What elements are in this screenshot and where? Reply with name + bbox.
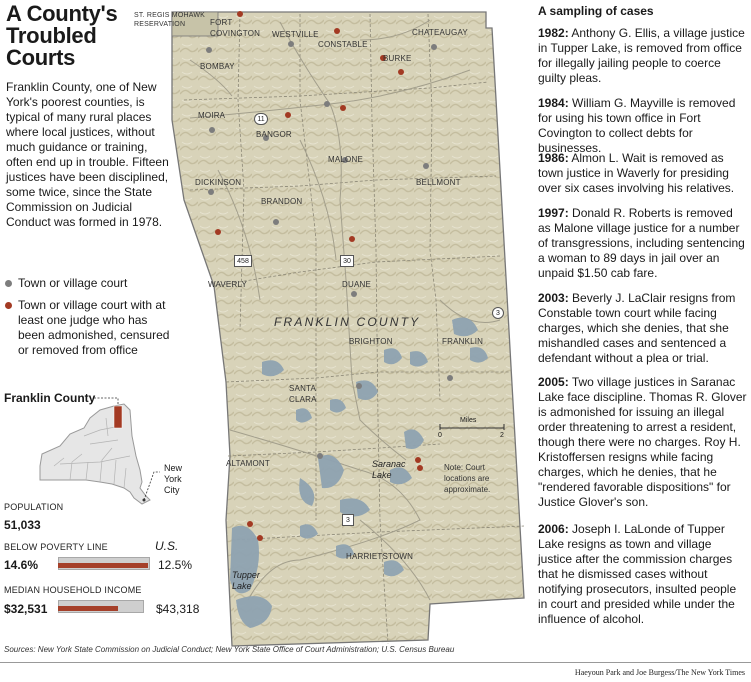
case-text: Two village justices in Saranac Lake face discipline. Thomas R. Glover is admonished for issuing an illegal order threatening to arrest a resident, though there were no charges. Roy H. Kristoffersen resigns while facing charges, which he denies, that he "rendered favorable dispositions" for Justice Glover's son. [538,375,747,509]
case-year: 1986: [538,151,569,165]
county-name-label: FRANKLIN COUNTY [274,315,421,329]
scale-label: Miles [460,417,477,424]
court-marker [208,189,214,195]
court-marker [324,101,330,107]
place-constable: CONSTABLE [318,40,368,49]
court-marker [273,219,279,225]
route-3-shield-south: 3 [342,514,354,526]
place-franklin: FRANKLIN [442,337,484,346]
place-brandon: BRANDON [261,197,303,206]
map-note: Note: Court locations are approximate. [444,463,491,494]
us-label: U.S. [155,539,179,553]
place-altamont: ALTAMONT [226,459,270,468]
place-dickinson: DICKINSON [195,178,242,187]
disciplined-marker [334,28,340,34]
place-burke: BURKE [383,54,412,63]
disciplined-marker [349,236,355,242]
place-malone: MALONE [328,155,363,164]
case-year: 2005: [538,375,569,389]
place-moira: MOIRA [198,111,226,120]
case-year: 2006: [538,522,569,536]
locator-title: Franklin County [4,391,96,405]
case-text: Joseph I. LaLonde of Tupper Lake resigns as town and village justice after the commission charges that he dismissed cases without notifying prosecutors, insulted people in court and presided while under the influence of alcohol. [538,522,737,626]
route-11-shield: 11 [254,113,268,125]
disciplined-marker [340,105,346,111]
place-duane: DUANE [342,280,372,289]
place-reservation: ST. REGIS MOHAWK RESERVATION [134,12,206,28]
income-label: MEDIAN HOUSEHOLD INCOME [4,585,142,595]
case-text: Beverly J. LaClair resigns from Constable town court while facing charges, which she denies, that she mishandled cases and sentenced a defendant without a plea or trial. [538,291,736,365]
route-458-shield: 458 [234,255,252,267]
place-chateaugay: CHATEAUGAY [412,28,468,37]
route-30-shield: 30 [340,255,354,267]
credit-line: Haeyoun Park and Joe Burgess/The New York Times [574,668,745,677]
case-text: Donald R. Roberts is removed as Malone village justice for a number of transgressions, including sentencing a woman to 89 days in jail over an unpaid $1.50 cab fare. [538,206,745,280]
disciplined-marker [285,112,291,118]
place-brighton: BRIGHTON [349,337,393,346]
case-item [538,96,748,156]
place-harrietstown: HARRIETSTOWN [346,552,414,561]
court-marker [356,383,362,389]
place-tupper-lake: Tupper Lake [232,570,260,591]
place-fort-covington: FORT COVINGTON [210,18,261,38]
case-text: Almon L. Wait is removed as town justice in Waverly for presiding over six cases involving his relatives. [538,151,735,195]
disciplined-marker [398,69,404,75]
disciplined-marker [215,229,221,235]
case-item [538,151,748,196]
case-text: William G. Mayville is removed for using his town office in Fort Covington to collect debts for businesses. [538,96,736,155]
case-item [538,291,748,366]
disciplined-marker [257,535,263,541]
route-3-shield-east: 3 [492,307,504,319]
legend-label-disciplined: Town or village court with at least one judge who has been admonished, censured or removed from office [18,298,170,357]
court-marker [447,375,453,381]
place-bellmont: BELLMONT [416,178,461,187]
disciplined-marker [415,457,421,463]
case-item [538,26,748,86]
disciplined-marker [247,521,253,527]
population-label: POPULATION [4,502,64,512]
income-value: $32,531 [4,602,48,616]
place-westville: WESTVILLE [272,30,319,39]
court-marker [206,47,212,53]
case-year: 1984: [538,96,569,110]
place-saranac-lake: Saranac Lake [372,459,406,480]
nyc-label: New York City [164,463,183,495]
poverty-label: BELOW POVERTY LINE [4,542,108,552]
cases-heading: A sampling of cases [538,4,654,18]
place-bombay: BOMBAY [200,62,235,71]
court-marker [209,127,215,133]
place-santa-clara: SANTA CLARA [289,384,317,404]
poverty-us-value: 12.5% [158,558,193,572]
legend-label-court: Town or village court [18,276,128,290]
case-item [538,375,748,510]
population-value: 51,033 [4,518,41,532]
court-marker [288,41,294,47]
scale-two: 2 [500,432,504,439]
sources-note: Sources: New York State Commission on Judicial Conduct; New York State Office of Court Administration; U.S. Census Bureau [4,645,455,654]
case-item [538,206,748,281]
page-title: A County's Troubled Courts [6,1,118,70]
place-waverly: WAVERLY [208,280,248,289]
court-marker [423,163,429,169]
poverty-value: 14.6% [4,558,39,572]
case-text: Anthony G. Ellis, a village justice in Tupper Lake, is removed from office for illegally jailing people to coerce guilty pleas. [538,26,745,85]
case-year: 2003: [538,291,569,305]
court-marker [351,291,357,297]
case-year: 1982: [538,26,569,40]
court-marker [431,44,437,50]
case-item [538,522,748,627]
intro-text: Franklin County, one of New York's poorest counties, is typical of many rural places where local justices, without much guidance or training, often end up in trouble. Fifteen justices have been disciplined, some twice, since the State Commission on Judicial Conduct was formed in 1978. [6,80,169,229]
case-year: 1997: [538,206,569,220]
place-bangor: BANGOR [256,130,292,139]
disciplined-marker [417,465,423,471]
court-marker [317,453,323,459]
income-us-value: $43,318 [156,602,200,616]
scale-zero: 0 [438,432,442,439]
